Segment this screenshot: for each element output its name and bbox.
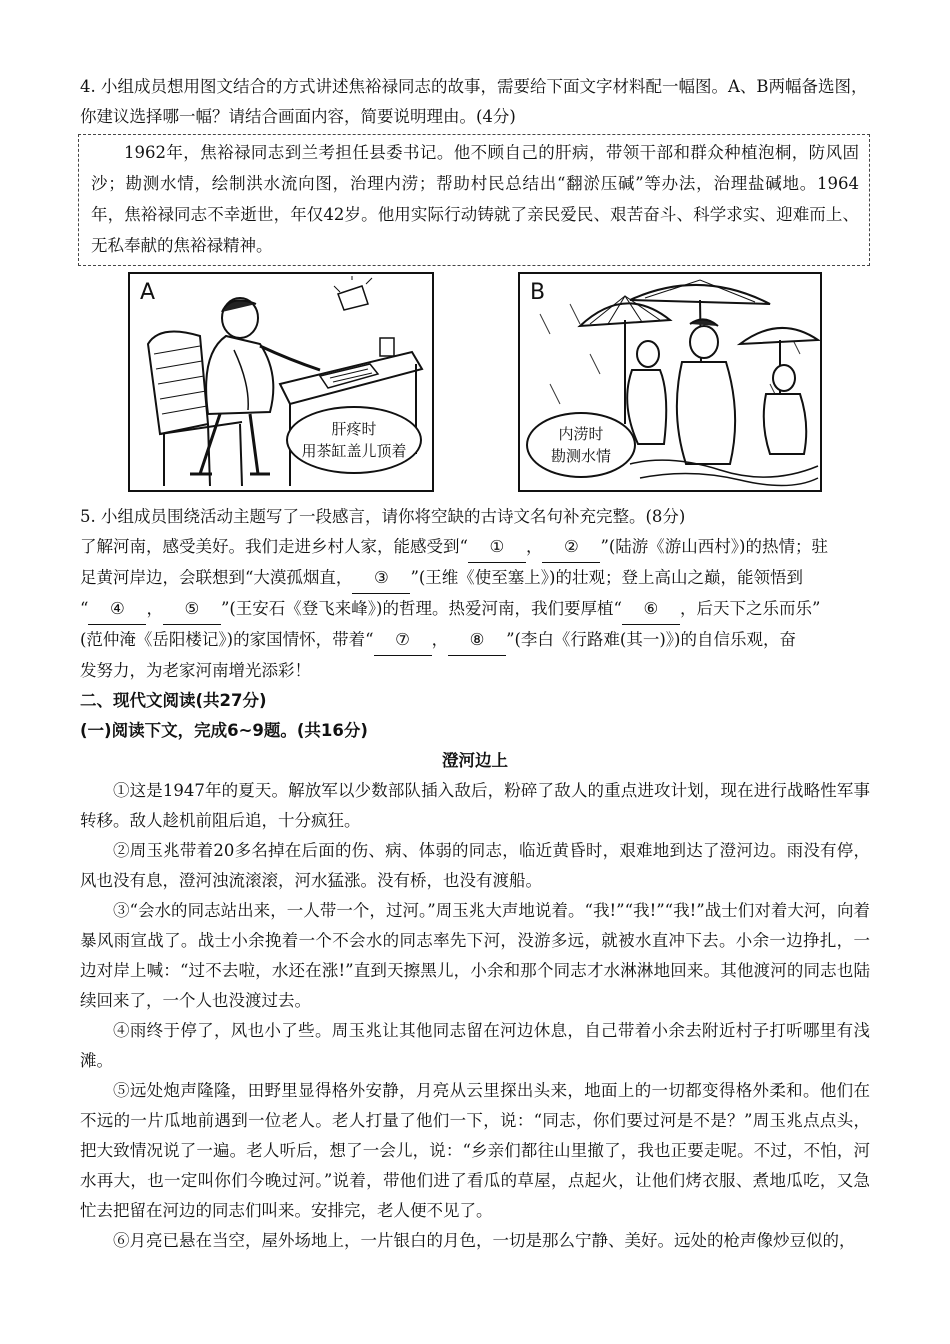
figure-b[interactable] xyxy=(518,272,822,492)
figure-b-letter: B xyxy=(530,280,546,305)
blank-7[interactable]: ⑦ xyxy=(374,625,432,656)
paragraph-4: ④雨终于停了，风也小了些。周玉兆让其他同志留在河边休息，自己带着小余去附近村子打听哪里有浅滩。 xyxy=(80,1021,870,1070)
paragraph-2: ②周玉兆带着20多名掉在后面的伤、病、体弱的同志，临近黄昏时，艰难地到达了澄河边。雨没有停，风也没有息，澄河浊流滚滚，河水猛涨。没有桥，也没有渡船。 xyxy=(80,841,870,890)
blank-6[interactable]: ⑥ xyxy=(622,594,680,625)
q5-text: ”(李白《行路难(其一)》)的自信乐观，奋 xyxy=(506,630,796,649)
q4-figures xyxy=(80,272,870,502)
figure-a[interactable] xyxy=(128,272,434,492)
figure-a-caption-bubble xyxy=(286,406,422,474)
blank-8[interactable]: ⑧ xyxy=(448,625,506,656)
q5-text: ，后天下之乐而乐” xyxy=(679,599,821,618)
figure-a-caption-line2: 用茶缸盖儿顶着 xyxy=(301,442,407,460)
paragraph-1: ①这是1947年的夏天。解放军以少数部队插入敌后，粉碎了敌人的重点进攻计划，现在进行战略性军事转移。敌人趁机前阻后追，十分疯狂。 xyxy=(80,781,870,830)
q5-text: 足黄河岸边，会联想到“大漠孤烟直， xyxy=(80,568,353,587)
blank-4[interactable]: ④ xyxy=(88,594,146,625)
article-title: 澄河边上 xyxy=(442,751,508,770)
blank-1[interactable]: ① xyxy=(468,532,526,563)
blank-3[interactable]: ③ xyxy=(352,563,410,594)
exam-page xyxy=(80,72,870,1256)
sub-section-heading: (一)阅读下文，完成6~9题。(共16分) xyxy=(80,721,368,740)
q5-prompt: 5. 小组成员围绕活动主题写了一段感言，请你将空缺的古诗文名句补充完整。(8分) xyxy=(80,507,686,526)
paragraph-5: ⑤远处炮声隆隆，田野里显得格外安静，月亮从云里探出头来，地面上的一切都变得格外柔和。他们在不远的一片瓜地前遇到一位老人。老人打量了他们一下，说：“同志，你们要过河是不是？”周玉兆点点头，把大致情况说了一遍。老人听后，想了一会儿，说：“乡亲们都往山里撤了，我也正要走呢。不过，不怕，河水再大，也一定叫你们今晚过河。”说着，带他们进了看瓜的草屋，点起火，让他们烤衣服、煮地瓜吃，又急忙去把留在河边的同志们叫来。安排完，老人便不见了。 xyxy=(80,1081,870,1220)
paragraph-6: ⑥月亮已悬在当空，屋外场地上，一片银白的月色，一切是那么宁静、美好。远处的枪声像炒豆似的， xyxy=(113,1231,856,1250)
blank-5[interactable]: ⑤ xyxy=(163,594,221,625)
figure-b-caption-bubble xyxy=(526,412,636,478)
figure-a-letter: A xyxy=(140,280,156,305)
q5-line1 xyxy=(80,532,870,563)
q5-text: (范仲淹《岳阳楼记》)的家国情怀，带着“ xyxy=(80,630,374,649)
section-heading: 二、现代文阅读(共27分) xyxy=(80,691,267,710)
figure-b-caption-line2: 勘测水情 xyxy=(550,447,611,465)
paragraph-3: ③“会水的同志站出来，一人带一个，过河。”周玉兆大声地说着。“我!”“我!”“我!”战士们对着大河，向着暴风雨宣战了。战士小余挽着一个不会水的同志率先下河，没游多远，就被水直冲下去。小余一边挣扎，一边对岸上喊：“过不去啦，水还在涨!”直到天擦黑儿，小余和那个同志才水淋淋地回来。其他渡河的同志也陆续回来了，一个人也没渡过去。 xyxy=(80,901,870,1010)
q5-line2 xyxy=(80,563,870,594)
q5-line4 xyxy=(80,625,870,656)
blank-2[interactable]: ② xyxy=(542,532,600,563)
q5-text: ”(王维《使至塞上》)的壮观；登上高山之巅，能领悟到 xyxy=(410,568,803,587)
q4-prompt-line2: 你建议选择哪一幅？请结合画面内容，简要说明理由。(4分) xyxy=(80,107,516,126)
q4-material-text: 1962年，焦裕禄同志到兰考担任县委书记。他不顾自己的肝病，带领干部和群众种植泡桐，防风固沙；勘测水情，绘制洪水流向图，治理内涝；帮助村民总结出“翻淤压碱”等办法，治理盐碱地。1964年，焦裕禄同志不幸逝世，年仅42岁。他用实际行动铸就了亲民爱民、艰苦奋斗、科学求实、迎难而上、无私奉献的焦裕禄精神。 xyxy=(91,143,859,255)
q5-line3 xyxy=(80,594,870,625)
q5-line5: 发努力，为老家河南增光添彩！ xyxy=(80,661,311,680)
q4-material-box xyxy=(78,134,870,266)
q5-text: ”(王安石《登飞来峰》)的哲理。热爱河南，我们要厚植“ xyxy=(220,599,622,618)
q5-text: ， xyxy=(525,537,543,556)
figure-a-caption-line1: 肝疼时 xyxy=(331,420,377,438)
figure-b-caption-line1: 内涝时 xyxy=(558,425,604,443)
q5-text: 了解河南，感受美好。我们走进乡村人家，能感受到“ xyxy=(80,537,468,556)
q5-text: “ xyxy=(80,599,89,618)
q5-text: ， xyxy=(146,599,163,618)
q5-text: ， xyxy=(431,630,449,649)
q5-text: ”(陆游《游山西村》)的热情；驻 xyxy=(600,537,828,556)
q4-prompt-line1: 4. 小组成员想用图文结合的方式讲述焦裕禄同志的故事，需要给下面文字材料配一幅图。A、B两幅备选图， xyxy=(80,77,868,96)
